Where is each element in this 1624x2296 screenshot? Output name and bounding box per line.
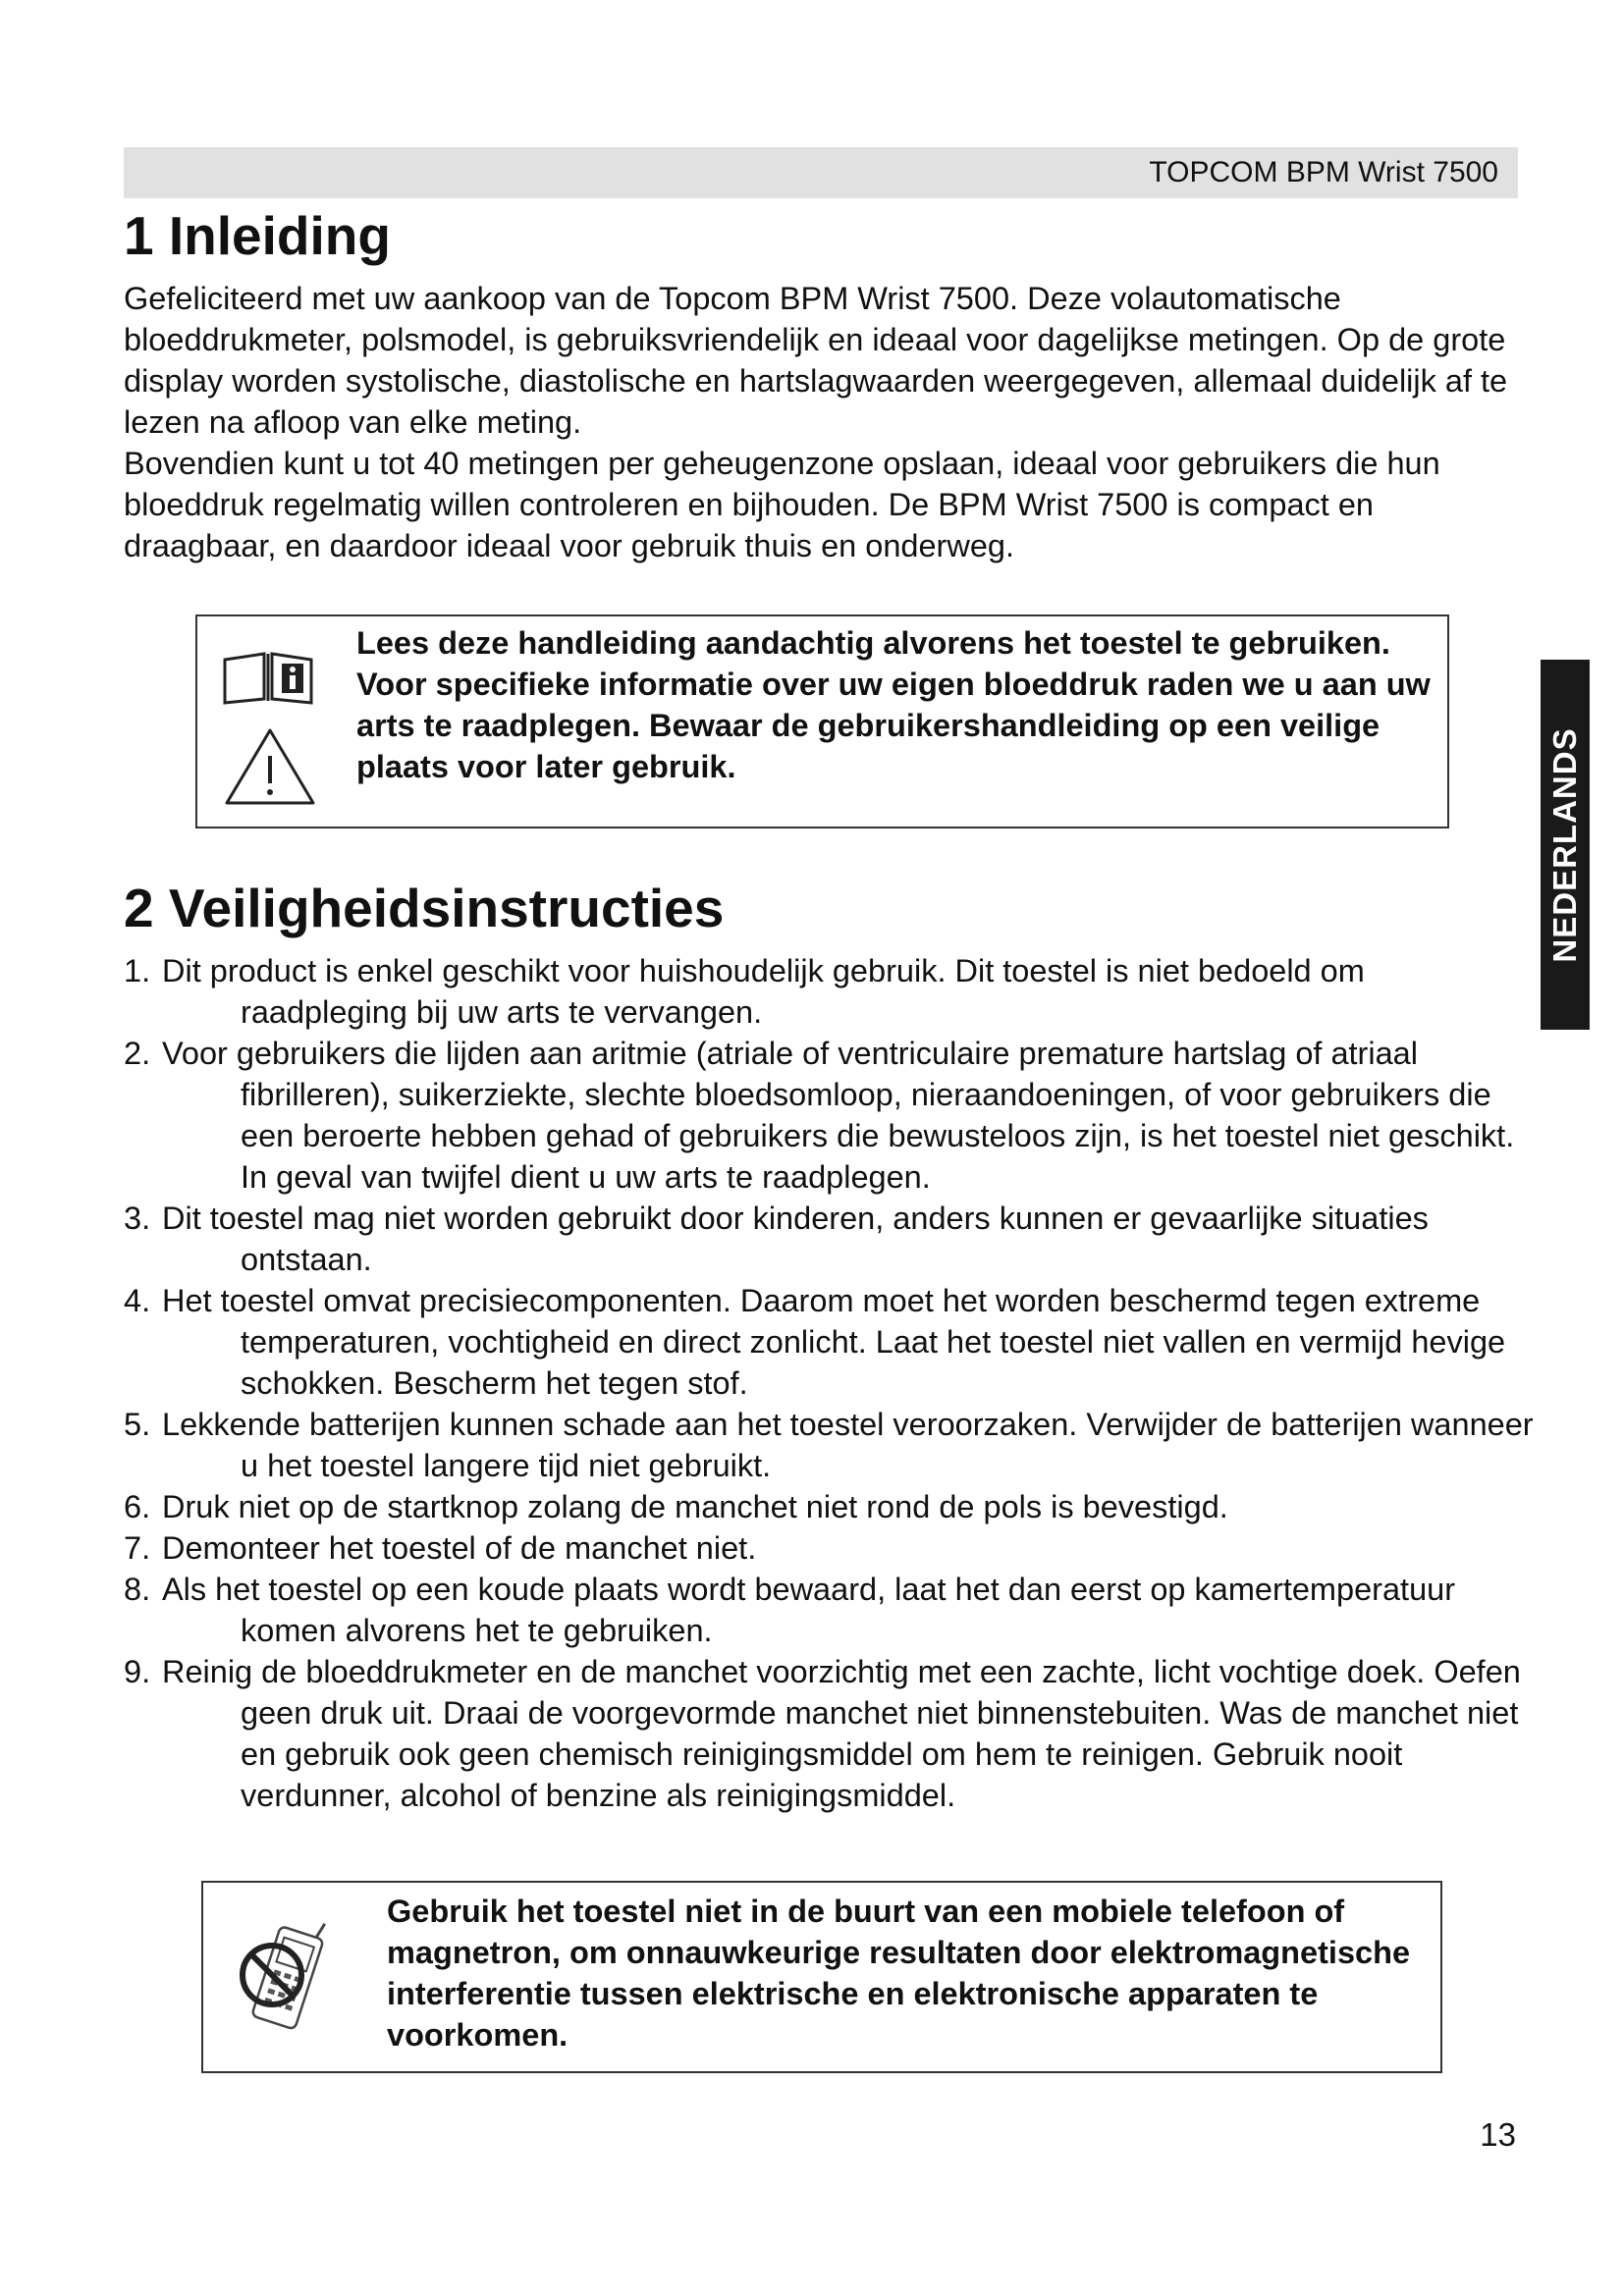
- safety-item-text: Voor gebruikers die lijden aan aritmie (atriale of ventriculaire premature hartslag of atriaal fibrilleren), suikerziekte, slechte bloedsomloop, nieraandoeningen, of voor gebruikers die een beroerte hebben gehad of gebruikers die bewusteloos zijn, is het toestel niet geschikt. In geval van twijfel dient u uw arts te raadplegen.: [162, 1036, 1515, 1195]
- safety-item: [124, 1280, 1538, 1404]
- safety-item-text: Druk niet op de startknop zolang de manchet niet rond de pols is bevestigd.: [162, 1489, 1228, 1524]
- intro-paragraph-1: Gefeliciteerd met uw aankoop van de Topcom BPM Wrist 7500. Deze volautomatische bloeddrukmeter, polsmodel, is gebruiksvriendelijk en ideaal voor dagelijkse metingen. Op de grote display worden systolische, diastolische en hartslagwaarden weergegeven, allemaal duidelijk af te lezen na afloop van elke meting.: [124, 281, 1508, 440]
- section-2-title: 2 Veiligheidsinstructies: [124, 878, 725, 938]
- safety-item: [124, 1651, 1538, 1816]
- safety-item-number: 2.: [124, 1036, 151, 1071]
- header-product-name: TOPCOM BPM Wrist 7500: [1149, 156, 1498, 188]
- safety-instructions-list: [124, 950, 1538, 1816]
- notice-read-manual-text: Lees deze handleiding aandachtig alvorens het toestel te gebruiken. Voor specifieke informatie over uw eigen bloeddruk raden we u aan uw arts te raadplegen. Bewaar de gebruikershandleiding op een veilige plaats voor later gebruik.: [356, 625, 1431, 784]
- safety-item-text: Lekkende batterijen kunnen schade aan het toestel veroorzaken. Verwijder de batterijen wanneer u het toestel langere tijd niet gebruikt.: [162, 1407, 1534, 1483]
- language-side-tab: [1541, 660, 1590, 1030]
- notice-box-mobile-phone: [201, 1881, 1442, 2073]
- no-mobile-phone-icon: [227, 1910, 345, 2038]
- safety-item-number: 8.: [124, 1572, 151, 1607]
- page-number: 13: [1480, 2116, 1516, 2153]
- safety-item: [124, 950, 1538, 1033]
- safety-item: [124, 1198, 1538, 1280]
- warning-triangle-icon: [223, 726, 317, 807]
- safety-item-number: 7.: [124, 1530, 151, 1566]
- safety-item: [124, 1569, 1538, 1651]
- section-1-body: [124, 278, 1528, 566]
- section-1-title: 1 Inleiding: [124, 205, 391, 266]
- notice-box-read-manual: [195, 614, 1449, 828]
- safety-item-text: Dit product is enkel geschikt voor huishoudelijk gebruik. Dit toestel is niet bedoeld om raadpleging bij uw arts te vervangen.: [162, 953, 1365, 1030]
- safety-item-text: Als het toestel op een koude plaats wordt bewaard, laat het dan eerst op kamertemperatuur komen alvorens het te gebruiken.: [162, 1572, 1456, 1648]
- language-side-tab-label: NEDERLANDS: [1546, 726, 1583, 963]
- safety-item: [124, 1404, 1538, 1486]
- safety-item-number: 4.: [124, 1283, 151, 1318]
- safety-item-number: 6.: [124, 1489, 151, 1524]
- manual-info-icon: [221, 646, 315, 705]
- header-bar: [124, 147, 1518, 198]
- intro-paragraph-2: Bovendien kunt u tot 40 metingen per geheugenzone opslaan, ideaal voor gebruikers die hun bloeddruk regelmatig willen controleren en bijhouden. De BPM Wrist 7500 is compact en draagbaar, en daardoor ideaal voor gebruik thuis en onderweg.: [124, 446, 1440, 563]
- safety-item-text: Het toestel omvat precisiecomponenten. Daarom moet het worden beschermd tegen extreme temperaturen, vochtigheid en direct zonlicht. Laat het toestel niet vallen en vermijd hevige schokken. Bescherm het tegen stof.: [162, 1283, 1506, 1401]
- safety-item-number: 1.: [124, 953, 151, 988]
- safety-item-number: 5.: [124, 1407, 151, 1442]
- safety-item-text: Dit toestel mag niet worden gebruikt door kinderen, anders kunnen er gevaarlijke situaties ontstaan.: [162, 1201, 1429, 1277]
- safety-item-text: Demonteer het toestel of de manchet niet.: [162, 1530, 757, 1566]
- safety-item: [124, 1486, 1538, 1527]
- safety-item-number: 3.: [124, 1201, 151, 1236]
- safety-item-text: Reinig de bloeddrukmeter en de manchet voorzichtig met een zachte, licht vochtige doek. Oefen geen druk uit. Draai de voorgevormde manchet niet binnenstebuiten. Was de manchet niet en gebruik ook geen chemisch reinigingsmiddel om hem te reinigen. Gebruik nooit verdunner, alcohol of benzine als reinigingsmiddel.: [162, 1654, 1521, 1813]
- safety-item: [124, 1527, 1538, 1569]
- safety-item-number: 9.: [124, 1654, 151, 1689]
- notice-mobile-phone-text: Gebruik het toestel niet in de buurt van een mobiele telefoon of magnetron, om onnauwkeurige resultaten door elektromagnetische interferentie tussen elektrische en elektronische apparaten te voorkomen.: [387, 1894, 1411, 2053]
- safety-item: [124, 1033, 1538, 1198]
